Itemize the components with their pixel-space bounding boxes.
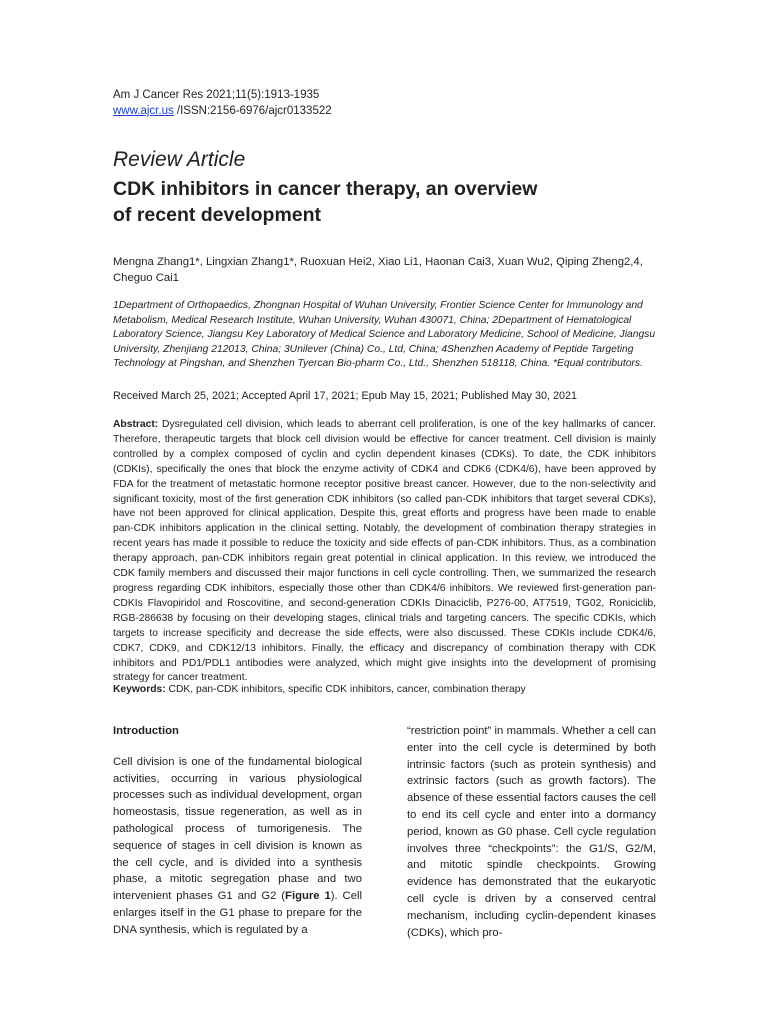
- section-heading-introduction: Introduction: [113, 725, 179, 737]
- journal-header: [113, 87, 332, 119]
- intro-text-before: Cell division is one of the fundamental biological activities, occurring in various physiological processes such as individual development, organ homeostasis, tissue regeneration, as well as in pathological process of tumorigenesis. The sequence of stages in cell division is known as the cell cycle, and is divided into a synthesis phase, a mitotic segregation phase and two intervenient phases G1 and G2 (: [113, 755, 362, 903]
- abstract: [113, 418, 656, 686]
- abstract-text: Dysregulated cell division, which leads to aberrant cell proliferation, is one of the key hallmarks of cancer. Therefore, therapeutic targets that block cell division would be effective for cancer treatment. Cell division is mainly controlled by a complex composed of cyclin and cyclin dependent kinases (CDKs). To date, the CDK inhibitors (CDKIs), specifically the ones that block the enzyme activity of CDK4 and CDK6 (CDK4/6), have been approved by FDA for the treatment of metastatic hormone receptor positive breast cancer. However, due to the non-selectivity and significant toxicity, most of the first generation CDK inhibitors (so called pan-CDK inhibitors that target several CDKs), have not been approved for clinical application. Despite this, great efforts and progress have been made to enable pan-CDK inhibitors application in the clinical setting. Notably, the development of combination therapy strategies in recent years has made it possible to reduce the toxicity and side effects of pan-CDK inhibitors. Thus, as a combination therapy approach, pan-CDK inhibitors regain great potential in clinical application. In this review, we introduced the CDK family members and discussed their major functions in cell cycle controlling. Then, we summarized the research progress regarding CDK inhibitors, especially those other than CDK4/6 inhibitors. We reviewed first-generation pan-CDKIs Flavopiridol and Roscovitine, and second-generation CDKIs Dinaciclib, P276-00, AT7519, TG02, Roniciclib, RGB-286638 by focusing on their developing stages, clinical trials and targeting cancers. The specific CDKIs, which targets to increase specificity and decrease the side effects, were also discussed. These CDKIs include CDK4/6, CDK7, CDK9, and CDK12/13 inhibitors. Finally, the efficacy and discrepancy of combination therapy with CDK inhibitors and PD1/PDL1 antibodies were analyzed, which might give insights into the development of promising strategy for cancer treatment.: [113, 419, 656, 684]
- keywords-text: CDK, pan-CDK inhibitors, specific CDK inhibitors, cancer, combination therapy: [165, 684, 526, 695]
- journal-issn: /ISSN:2156-6976/ajcr0133522: [173, 105, 332, 117]
- body-column-right: [407, 723, 656, 941]
- journal-link-line: [113, 103, 332, 119]
- author-list: Mengna Zhang1*, Lingxian Zhang1*, Ruoxuan Hei2, Xiao Li1, Haonan Cai3, Xuan Wu2, Qiping Zheng2,4, Cheguo Cai1: [113, 256, 643, 284]
- affiliations: 1Department of Orthopaedics, Zhongnan Hospital of Wuhan University, Frontier Science Center for Immunology and Metabolism, Medical Research Institute, Wuhan University, Wuhan 430071, China; 2Department of Hematological Laboratory Science, Jiangsu Key Laboratory of Medical Science and Laboratory Medicine, School of Medicine, Jiangsu University, Zhenjiang 212013, China; 3Unilever (China) Co., Ltd, China; 4Shenzhen Academy of Peptide Targeting Technology at Pingshan, and Shenzhen Tyercan Bio-pharm Co., Ltd., Shenzhen 518118, China. *Equal contributors.: [113, 300, 656, 369]
- journal-citation: Am J Cancer Res 2021;11(5):1913-1935: [113, 89, 320, 101]
- publication-dates: Received March 25, 2021; Accepted April 17, 2021; Epub May 15, 2021; Published May 30, 2021: [113, 390, 577, 402]
- keywords-label: Keywords:: [113, 684, 166, 695]
- abstract-label: Abstract:: [113, 419, 159, 430]
- intro-text-after: ). Cell enlarges itself in the G1 phase to prepare for the DNA synthesis, which is regulated by a: [113, 890, 363, 936]
- keywords: [113, 684, 656, 695]
- journal-url-link[interactable]: www.ajcr.us: [113, 105, 174, 117]
- intro-paragraph-right: “restriction point” in mammals. Whether a cell can enter into the cell cycle is determined by both intrinsic factors (such as protein synthesis) and extrinsic factors (such as growth factors). The absence of these essential factors causes the cell to end its cell cycle and enter into a dormancy period, known as G0 phase. Cell cycle regulation involves three “checkpoints”: the G1/S, G2/M, and mitotic spindle checkpoints. Growing evidence has demonstrated that the eukaryotic cell cycle is driven by a conserved central mechanism, including cyclin-dependent kinases (CDKs), which pro-: [407, 725, 656, 939]
- figure-reference-link[interactable]: Figure 1: [285, 890, 331, 903]
- article-title: CDK inhibitors in cancer therapy, an overview of recent development: [113, 178, 538, 226]
- article-type: Review Article: [113, 148, 246, 171]
- body-column-left: [113, 723, 362, 939]
- intro-paragraph-left: [113, 754, 362, 939]
